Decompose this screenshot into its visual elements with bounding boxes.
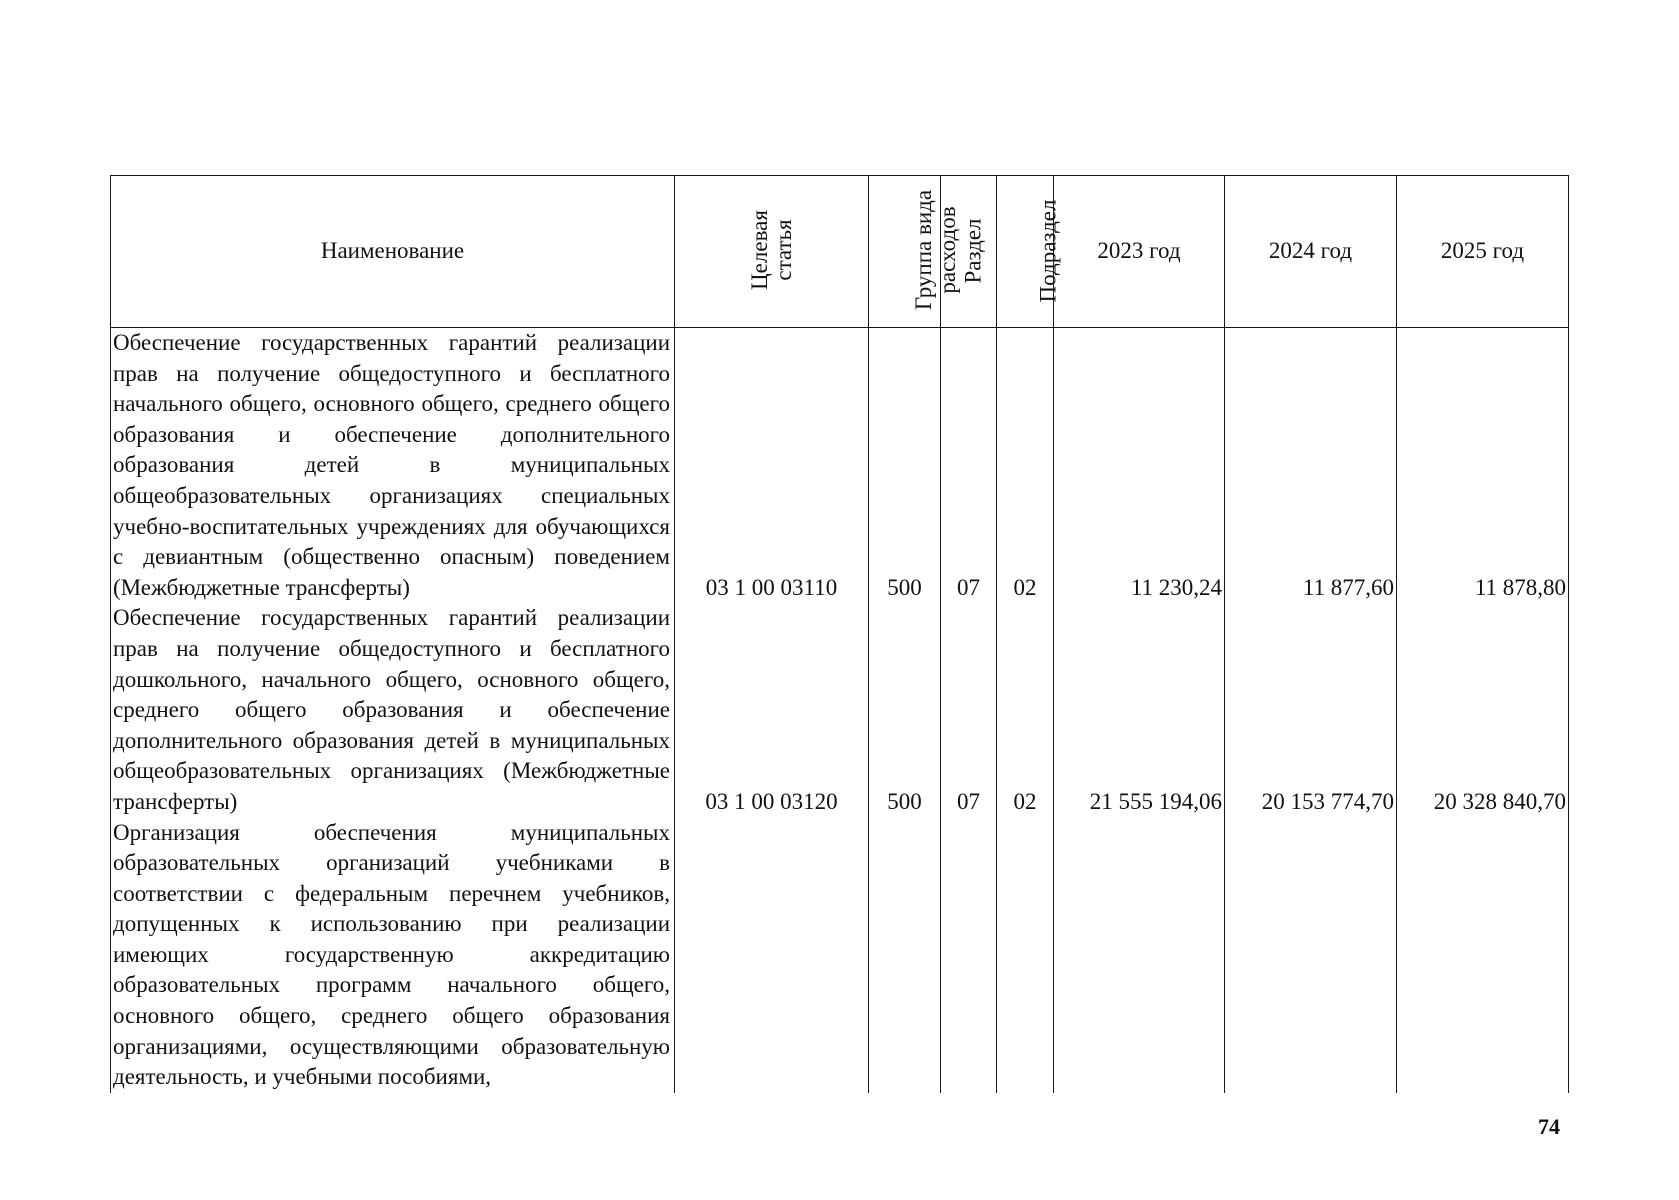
header-row	[111, 176, 1569, 328]
row-expense-group: 500	[869, 603, 941, 817]
row-target-article	[675, 818, 869, 1093]
page-number: 74	[1538, 1114, 1560, 1139]
row-2023: 11 230,24	[1054, 328, 1225, 604]
row-2025	[1397, 818, 1569, 1093]
row-subsection	[997, 818, 1054, 1093]
row-subsection: 02	[997, 328, 1054, 604]
header-name: Наименование	[111, 176, 675, 328]
row-2023	[1054, 818, 1225, 1093]
header-2025: 2025 год	[1397, 176, 1569, 328]
row-2024	[1225, 818, 1397, 1093]
row-2025: 20 328 840,70	[1397, 603, 1569, 817]
row-target-article: 03 1 00 03120	[675, 603, 869, 817]
row-2024: 11 877,60	[1225, 328, 1397, 604]
row-2023: 21 555 194,06	[1054, 603, 1225, 817]
header-2024: 2024 год	[1225, 176, 1397, 328]
row-section: 07	[941, 328, 997, 604]
row-2025: 11 878,80	[1397, 328, 1569, 604]
row-section: 07	[941, 603, 997, 817]
header-target-article: Целевая статья	[675, 176, 869, 328]
budget-table	[110, 175, 1569, 1093]
row-subsection: 02	[997, 603, 1054, 817]
header-subsection: Подраздел	[997, 176, 1054, 328]
table-row	[111, 603, 1569, 817]
row-2024: 20 153 774,70	[1225, 603, 1397, 817]
row-section	[941, 818, 997, 1093]
header-2023: 2023 год	[1054, 176, 1225, 328]
row-expense-group: 500	[869, 328, 941, 604]
table-row	[111, 328, 1569, 604]
row-name: Организация обеспечения муниципальных образовательных организаций учебниками в соответствии с федеральным перечнем учебников, допущенных к использованию при реализации имеющих государственную аккредитацию образовательных программ начального общего, основного общего, среднего общего образования организациями, осуществляющими образовательную деятельность, и учебными пособиями,	[111, 818, 675, 1093]
header-section: Раздел	[941, 176, 997, 328]
row-target-article: 03 1 00 03110	[675, 328, 869, 604]
row-expense-group	[869, 818, 941, 1093]
row-name: Обеспечение государственных гарантий реализации прав на получение общедоступного и бесплатного дошкольного, начального общего, основного общего, среднего общего образования и обеспечение дополнительного образования детей в муниципальных общеобразовательных организациях (Межбюджетные трансферты)	[111, 603, 675, 817]
header-expense-group: Группа вида расходов	[869, 176, 941, 328]
row-name: Обеспечение государственных гарантий реализации прав на получение общедоступного и бесплатного начального общего, основного общего, среднего общего образования и обеспечение дополнительного образования детей в муниципальных общеобразовательных организациях специальных учебно-воспитательных учреждениях для обучающихся с девиантным (общественно опасным) поведением (Межбюджетные трансферты)	[111, 328, 675, 604]
table-row	[111, 818, 1569, 1093]
